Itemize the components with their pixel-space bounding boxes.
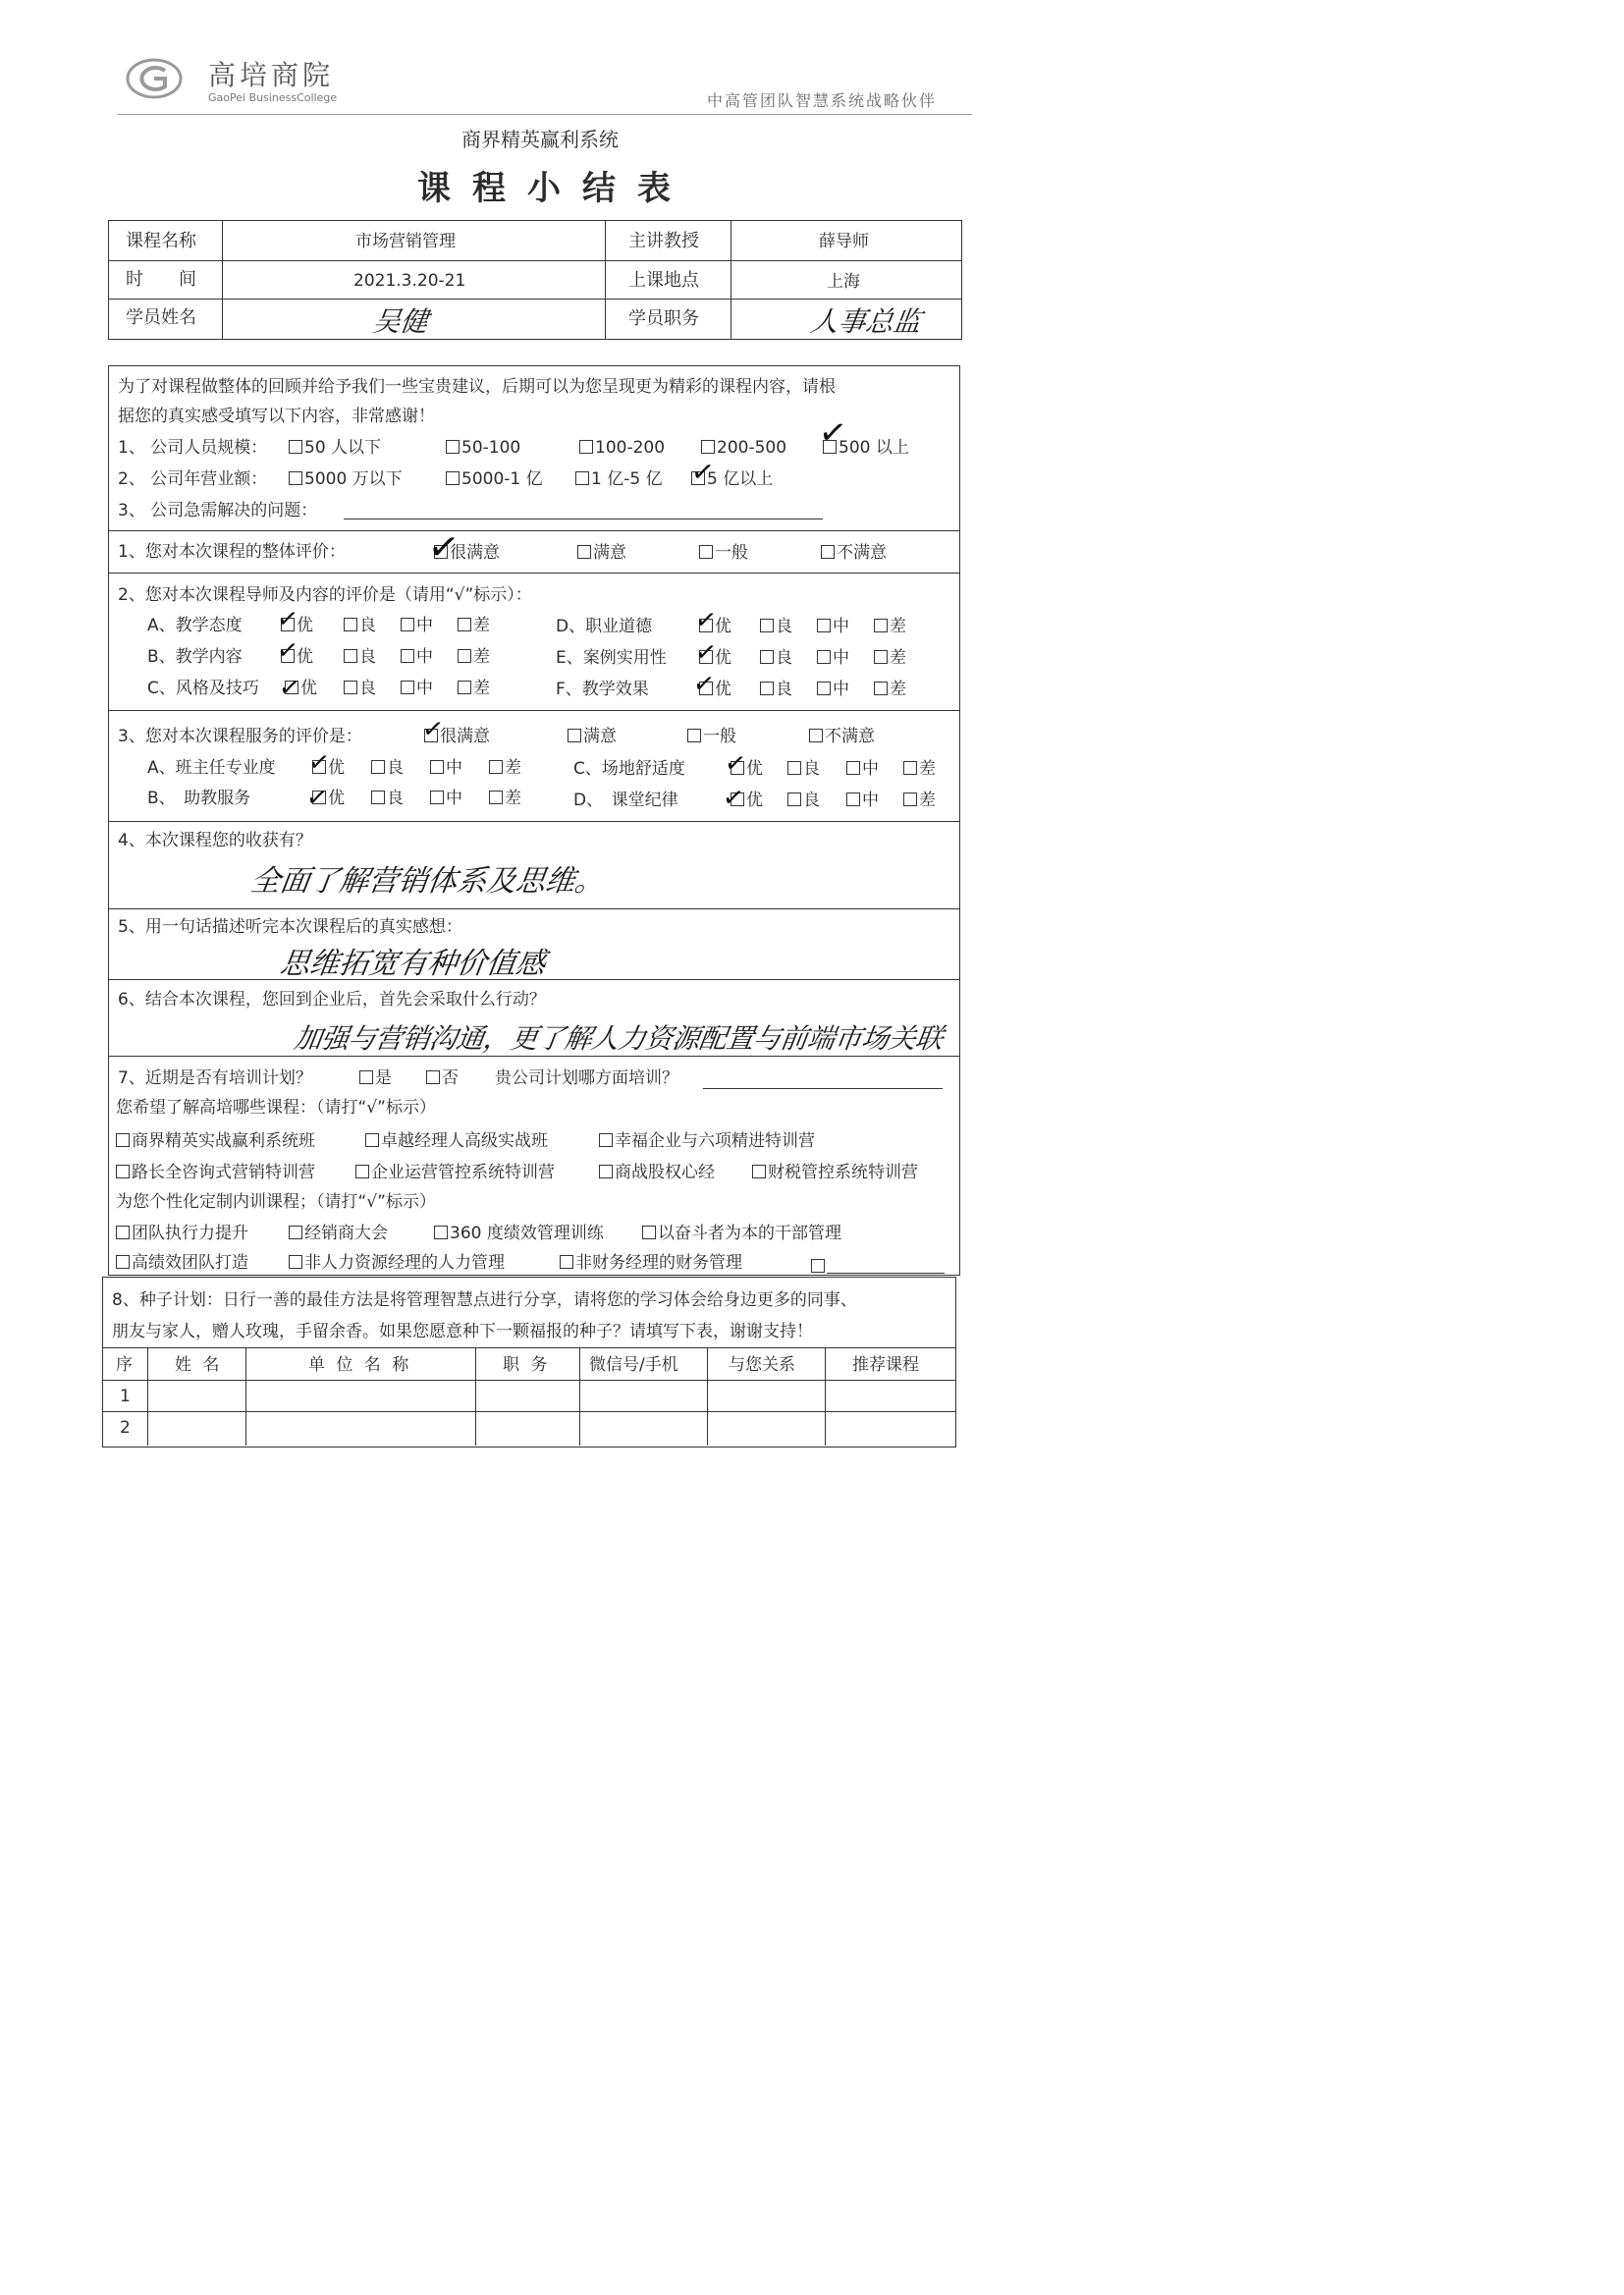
service-option-3[interactable]: 一般 (687, 727, 736, 746)
grade-option[interactable]: 差 (874, 617, 906, 636)
checkbox[interactable] (426, 1070, 440, 1084)
q1-label: 1、 公司人员规模： (118, 438, 268, 458)
grade-option[interactable]: 中 (430, 758, 462, 778)
grade-option[interactable]: 优 (699, 680, 731, 699)
checkbox[interactable] (116, 1165, 130, 1178)
grade-option[interactable]: 差 (458, 616, 490, 635)
course-option[interactable]: 路长全咨询式营销特训营 (116, 1163, 315, 1182)
grade-option[interactable]: 良 (371, 789, 404, 808)
overall-option-3[interactable]: 一般 (699, 543, 748, 563)
grade-option[interactable]: 优 (699, 617, 731, 636)
checkbox[interactable] (575, 471, 589, 485)
q1-option-1[interactable]: 50 人以下 (289, 438, 381, 458)
q7-which-line[interactable] (703, 1088, 943, 1089)
q1-check-mark: ✓ (816, 411, 850, 455)
service-option-2[interactable]: 满意 (568, 727, 617, 746)
course-option[interactable]: 财税管控系统特训营 (752, 1163, 918, 1182)
grade-option[interactable]: 中 (817, 617, 849, 636)
checkbox[interactable] (116, 1133, 130, 1147)
grade-option[interactable]: 优 (731, 759, 763, 779)
custom-option[interactable]: 高绩效团队打造 (116, 1253, 248, 1273)
q7-no-option[interactable]: 否 (426, 1068, 459, 1088)
grade-option[interactable]: 差 (458, 679, 490, 698)
checkbox[interactable] (116, 1255, 130, 1269)
checkbox[interactable] (699, 545, 713, 559)
grade-option[interactable]: 良 (760, 648, 792, 668)
q2-option-2[interactable]: 5000-1 亿 (446, 469, 543, 489)
checkbox[interactable] (116, 1226, 130, 1239)
teacher-item-f: F、教学效果 (556, 680, 649, 699)
checkbox[interactable] (434, 1226, 448, 1239)
checkbox[interactable] (289, 440, 302, 454)
lecturer-label: 主讲教授 (628, 231, 699, 251)
col-header: 与您关系 (729, 1355, 795, 1375)
check-mark: ✓ (275, 634, 300, 668)
check-mark: ✓ (275, 603, 300, 636)
checkbox[interactable] (821, 545, 835, 559)
checkbox[interactable] (355, 1165, 369, 1178)
grade-option[interactable]: 差 (458, 647, 490, 667)
q6-answer[interactable]: 加强与营销沟通，更了解人力资源配置与前端市场关联 (292, 1022, 946, 1055)
service-item-c: C、场地舒适度 (573, 759, 685, 779)
system-title: 商界精英赢利系统 (461, 128, 619, 151)
service-item-d: D、 课堂纪律 (573, 791, 678, 810)
overall-option-1[interactable]: 很满意 (434, 543, 500, 563)
q4-answer[interactable]: 全面了解营销体系及思维。 (248, 864, 607, 899)
q8-line1: 8、种子计划：日行一善的最佳方法是将管理智慧点进行分享，请将您的学习体会给身边更多的同事、 (112, 1290, 857, 1310)
teacher-eval-label: 2、您对本次课程导师及内容的评价是（请用“√”标示）： (118, 585, 532, 605)
teacher-item-e: E、案例实用性 (556, 648, 667, 668)
custom-other-line[interactable] (827, 1273, 945, 1274)
col-header: 姓 名 (175, 1355, 223, 1375)
col-header: 职 务 (503, 1355, 551, 1375)
course-option[interactable]: 企业运营管控系统特训营 (355, 1163, 555, 1182)
grade-option[interactable]: 良 (787, 759, 820, 779)
col-header: 推荐课程 (852, 1355, 919, 1375)
grade-option[interactable]: 优 (281, 616, 313, 635)
position-value[interactable]: 人事总监 (808, 305, 924, 338)
checkbox[interactable] (642, 1226, 656, 1239)
header-divider (118, 114, 972, 115)
grade-option[interactable]: 良 (787, 791, 820, 810)
teacher-item-c: C、风格及技巧 (147, 679, 259, 698)
grade-option[interactable]: 差 (874, 680, 906, 699)
grade-option[interactable]: 差 (903, 759, 936, 779)
q2-label: 2、 公司年营业额： (118, 469, 268, 489)
custom-option[interactable]: 经销商大会 (289, 1224, 388, 1243)
grade-option[interactable]: 中 (401, 647, 433, 667)
grade-option[interactable]: 良 (760, 680, 792, 699)
course-option[interactable]: 商界精英实战赢利系统班 (116, 1131, 315, 1151)
grade-option[interactable]: 中 (817, 680, 849, 699)
student-value[interactable]: 吴健 (370, 305, 431, 338)
check-mark: ✓ (304, 782, 330, 815)
service-option-1[interactable]: 很满意 (424, 727, 490, 746)
custom-option[interactable]: 360 度绩效管理训练 (434, 1224, 604, 1243)
logo-text-cn: 高培商院 (208, 59, 335, 91)
q5-answer[interactable]: 思维拓宽有种价值感 (278, 947, 548, 981)
teacher-item-d: D、职业道德 (556, 617, 653, 636)
checkbox[interactable] (599, 1133, 613, 1147)
logo (126, 57, 183, 100)
q7-label: 7、近期是否有培训计划？ (118, 1068, 312, 1088)
time-value: 2021.3.20-21 (353, 271, 466, 291)
checkbox[interactable] (599, 1165, 613, 1178)
intro-line2: 据您的真实感受填写以下内容，非常感谢！ (118, 407, 435, 426)
position-label: 学员职务 (628, 308, 699, 329)
lecturer-value: 薛导师 (819, 232, 869, 251)
check-mark: ✓ (306, 746, 332, 780)
q7-yes-option[interactable]: 是 (359, 1068, 392, 1088)
overall-label: 1、您对本次课程的整体评价： (118, 542, 346, 562)
checkbox[interactable] (687, 729, 701, 742)
overall-option-4[interactable]: 不满意 (821, 543, 887, 563)
location-value: 上海 (827, 272, 860, 292)
col-header: 单 位 名 称 (308, 1355, 412, 1375)
checkbox[interactable] (579, 440, 593, 454)
service-eval-label: 3、您对本次课程服务的评价是： (118, 727, 362, 746)
custom-option[interactable]: 非人力资源经理的人力管理 (289, 1253, 505, 1273)
intro-line1: 为了对课程做整体的回顾并给予我们一些宝贵建议，后期可以为您呈现更为精彩的课程内容，请根 (118, 377, 836, 397)
logo-text-en: GaoPei BusinessCollege (208, 91, 338, 104)
service-option-4[interactable]: 不满意 (809, 727, 875, 746)
overall-check-mark: ✓ (425, 522, 462, 572)
grade-option[interactable]: 中 (430, 789, 462, 808)
grade-option[interactable]: 优 (699, 648, 731, 668)
grade-option[interactable]: 差 (903, 791, 936, 810)
q1-option-5[interactable]: 500 以上 (823, 438, 909, 458)
custom-label: 为您个性化定制内训课程；（请打“√”标示） (116, 1192, 436, 1212)
checkbox[interactable] (446, 471, 460, 485)
check-mark: ✓ (723, 747, 748, 781)
q8-line2: 朋友与家人，赠人玫瑰，手留余香。如果您愿意种下一颗福报的种子？请填写下表，谢谢支持！ (112, 1322, 813, 1341)
grade-option[interactable]: 差 (489, 758, 521, 778)
grade-option[interactable]: 中 (846, 759, 879, 779)
q6-label: 6、结合本次课程，您回到企业后，首先会采取什么行动？ (118, 990, 546, 1010)
header-tagline: 中高管团队智慧系统战略伙伴 (707, 91, 938, 110)
checkbox[interactable] (359, 1070, 373, 1084)
grade-option[interactable]: 差 (489, 789, 521, 808)
checkbox[interactable] (752, 1165, 766, 1178)
course-name-value: 市场营销管理 (355, 232, 456, 251)
student-label: 学员姓名 (126, 307, 196, 328)
grade-option[interactable]: 良 (371, 758, 404, 778)
q2-check-mark: ✓ (688, 454, 717, 490)
check-mark: ✓ (420, 713, 446, 746)
overall-option-2[interactable]: 满意 (577, 543, 626, 563)
course-option[interactable]: 卓越经理人高级实战班 (365, 1131, 548, 1151)
grade-option[interactable]: 中 (401, 679, 433, 698)
grade-option[interactable]: 良 (344, 616, 376, 635)
q1-option-4[interactable]: 200-500 (701, 438, 786, 458)
custom-option[interactable]: 团队执行力提升 (116, 1224, 248, 1243)
q1-option-2[interactable]: 50-100 (446, 438, 520, 458)
courses-label: 您希望了解高培哪些课程：（请打“√”标示） (116, 1098, 436, 1118)
grade-option[interactable]: 中 (401, 616, 433, 635)
q2-option-3[interactable]: 1 亿-5 亿 (575, 469, 663, 489)
grade-option[interactable]: 优 (312, 758, 345, 778)
course-option[interactable]: 商战股权心经 (599, 1163, 715, 1182)
logo-icon (126, 57, 183, 100)
course-option[interactable]: 幸福企业与六项精进特训营 (599, 1131, 815, 1151)
check-mark: ✓ (693, 636, 719, 670)
check-mark: ✓ (693, 604, 719, 637)
course-name-label: 课程名称 (126, 231, 196, 251)
col-header: 微信号/手机 (589, 1355, 678, 1375)
custom-option[interactable]: 以奋斗者为本的干部管理 (642, 1224, 841, 1243)
row-number: 2 (120, 1418, 131, 1438)
check-mark: ✓ (691, 668, 717, 701)
custom-option[interactable]: 非财务经理的财务管理 (560, 1253, 742, 1273)
form-title: 课程小结表 (417, 169, 692, 208)
grade-option[interactable]: 良 (344, 647, 376, 667)
checkbox[interactable] (289, 471, 302, 485)
grade-option[interactable]: 优 (731, 791, 763, 810)
checkbox[interactable] (809, 729, 823, 742)
checkbox[interactable] (365, 1133, 379, 1147)
grade-option[interactable]: 中 (846, 791, 879, 810)
q5-label: 5、用一句话描述听完本次课程后的真实感想： (118, 917, 462, 937)
q7-which-label: 贵公司计划哪方面培训？ (495, 1068, 678, 1088)
col-header: 序 (116, 1355, 133, 1375)
teacher-item-b: B、教学内容 (147, 647, 243, 667)
checkbox[interactable] (446, 440, 460, 454)
service-item-a: A、班主任专业度 (147, 758, 276, 778)
grade-option[interactable]: 良 (344, 679, 376, 698)
row-number: 1 (120, 1387, 131, 1406)
grade-option[interactable]: 优 (285, 679, 317, 698)
teacher-item-a: A、教学态度 (147, 616, 243, 635)
check-mark: ✓ (277, 672, 302, 705)
checkbox[interactable] (560, 1255, 573, 1269)
q3-label: 3、 公司急需解决的问题： (118, 501, 318, 520)
checkbox[interactable] (577, 545, 591, 559)
location-label: 上课地点 (628, 270, 699, 291)
q2-option-1[interactable]: 5000 万以下 (289, 469, 403, 489)
time-label: 时 间 (126, 269, 196, 290)
q4-label: 4、本次课程您的收获有？ (118, 831, 312, 850)
check-mark: ✓ (721, 782, 746, 815)
grade-option[interactable]: 优 (312, 789, 345, 808)
custom-other-checkbox[interactable] (811, 1257, 827, 1276)
grade-option[interactable]: 中 (817, 648, 849, 668)
grade-option[interactable]: 差 (874, 648, 906, 668)
checkbox[interactable] (289, 1226, 302, 1239)
checkbox[interactable] (568, 729, 581, 742)
checkbox[interactable] (701, 440, 715, 454)
grade-option[interactable]: 优 (281, 647, 313, 667)
grade-option[interactable]: 良 (760, 617, 792, 636)
q2-option-4[interactable]: 5 亿以上 (691, 469, 773, 489)
q1-option-3[interactable]: 100-200 (579, 438, 665, 458)
checkbox[interactable] (289, 1255, 302, 1269)
service-item-b: B、 助教服务 (147, 789, 251, 808)
